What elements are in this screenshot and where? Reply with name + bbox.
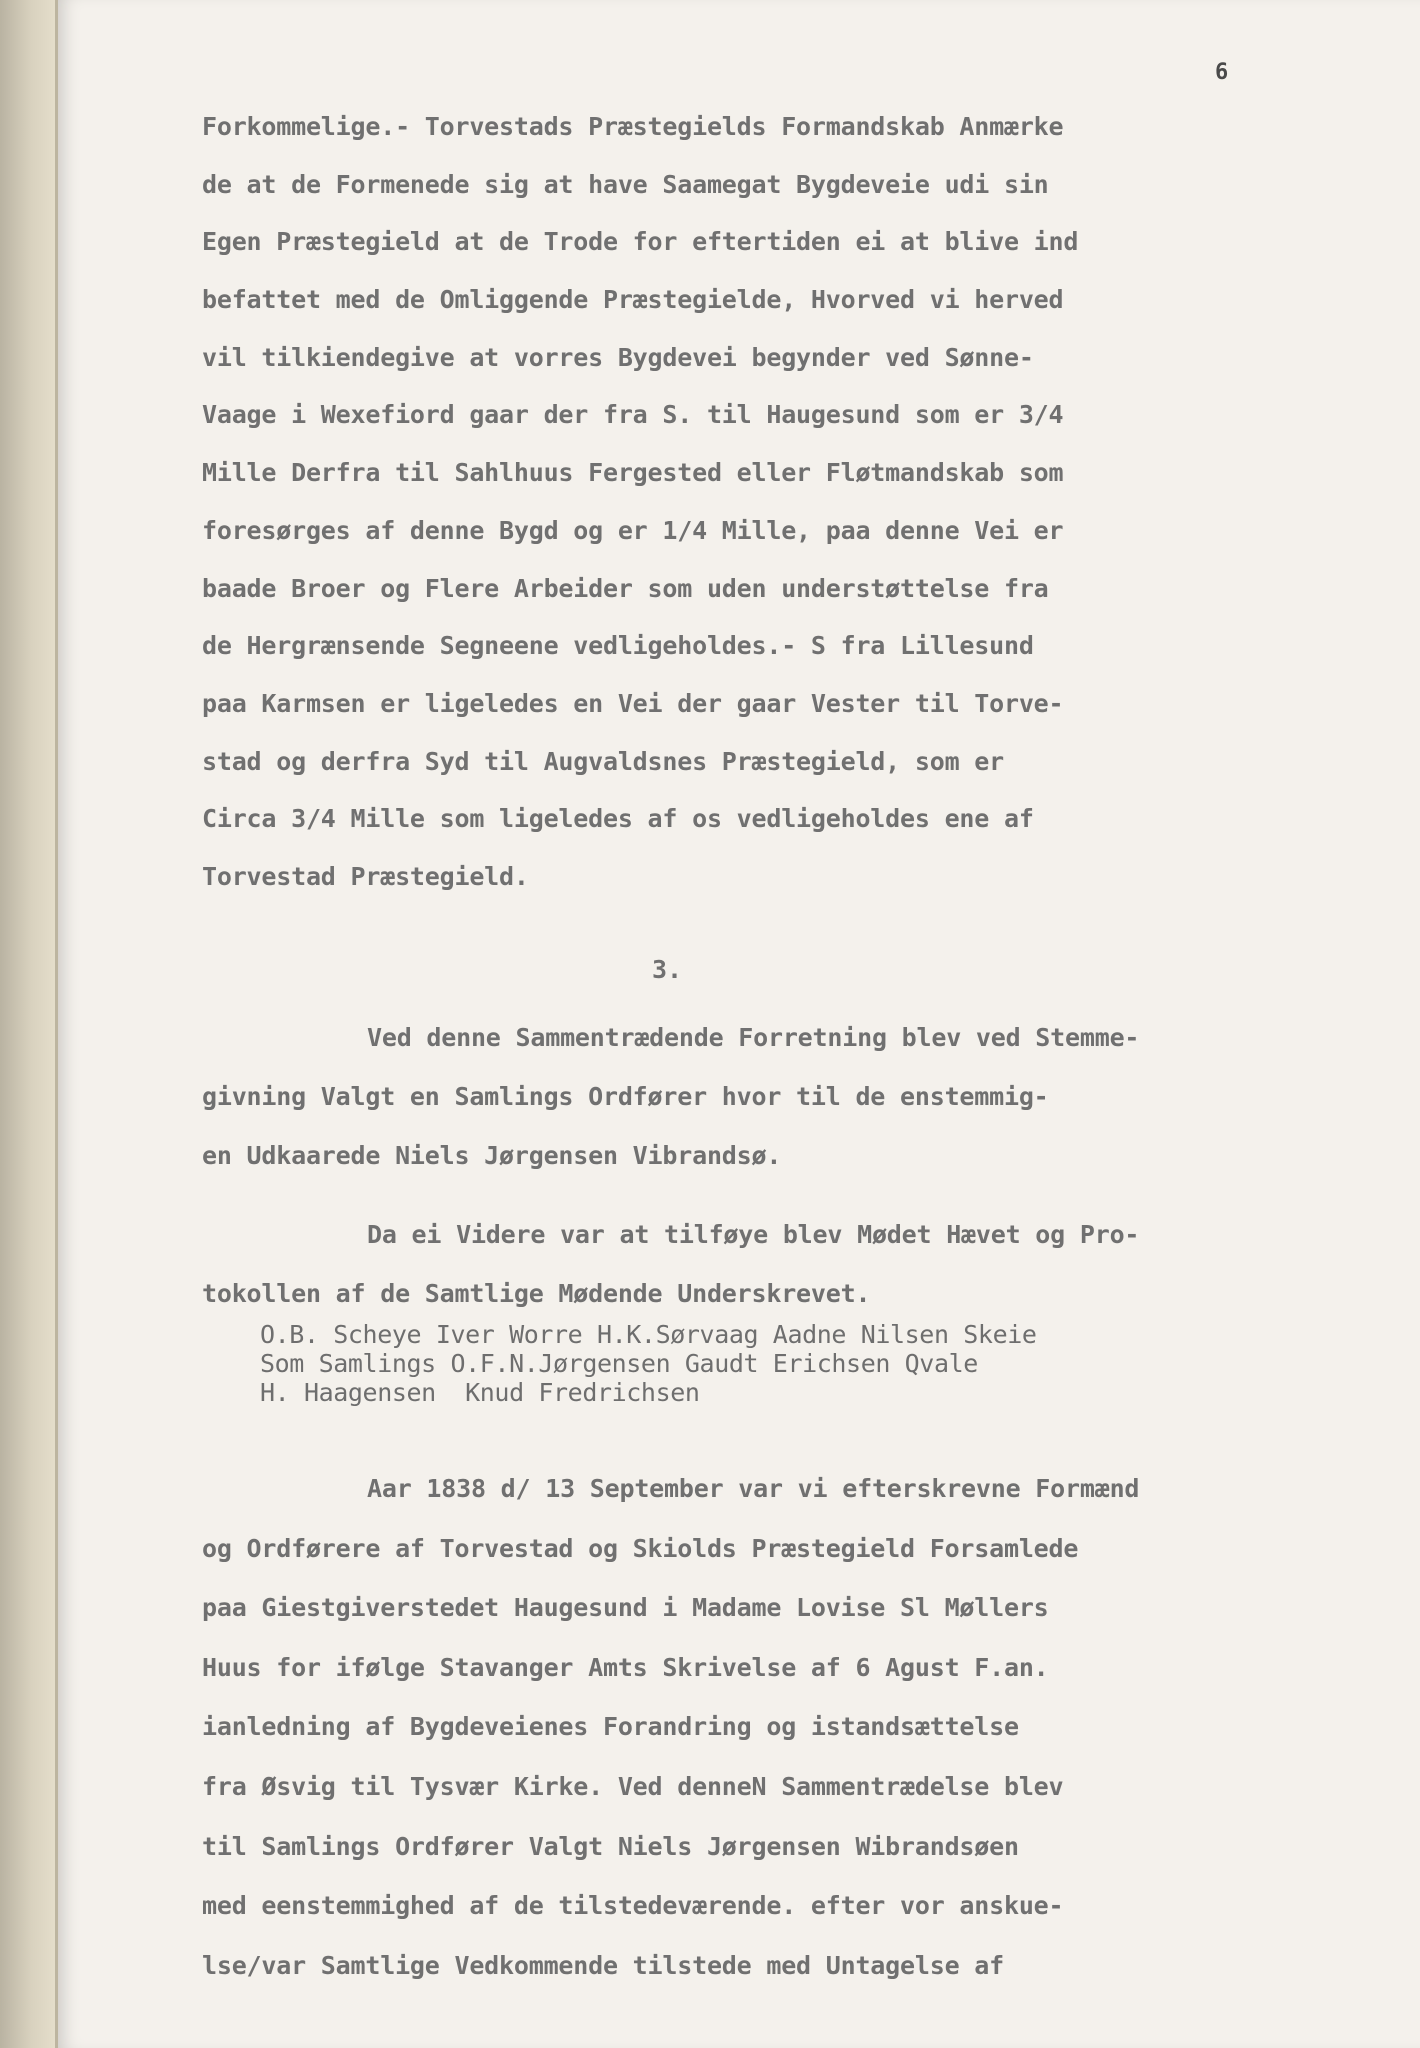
text-line: paa Giestgiverstedet Haugesund i Madame Lovise Sl Møllers bbox=[202, 1593, 1049, 1623]
text-line: Circa 3/4 Mille som ligeledes af os vedligeholdes ene af bbox=[202, 804, 1034, 834]
text-line: fra Øsvig til Tysvær Kirke. Ved denneN Sammentrædelse blev bbox=[202, 1771, 1064, 1801]
text-line: foresørges af denne Bygd og er 1/4 Mille, paa denne Vei er bbox=[202, 515, 1064, 545]
text-line: stad og derfra Syd til Augvaldsnes Præstegield, som er bbox=[202, 746, 1004, 776]
paragraph-1 bbox=[202, 98, 1332, 906]
text-line: tokollen af de Samtlige Mødende Underskrevet. bbox=[202, 1279, 871, 1308]
text-line: Da ei Videre var at tilføye blev Mødet Hævet og Pro- bbox=[367, 1220, 1140, 1249]
binding-strip bbox=[0, 0, 58, 2048]
signature-line: Som Samlings O.F.N.Jørgensen Gaudt Erichsen Qvale bbox=[260, 1349, 978, 1378]
signature-block bbox=[260, 1320, 1310, 1407]
text-line: lse/var Samtlige Vedkommende tilstede med Untagelse af bbox=[202, 1950, 1004, 1980]
paragraph-2 bbox=[202, 1008, 1332, 1185]
signature-line: O.B. Scheye Iver Worre H.K.Sørvaag Aadne Nilsen Skeie bbox=[260, 1320, 1037, 1349]
text-line: vil tilkiendegive at vorres Bygdevei begynder ved Sønne- bbox=[202, 342, 1034, 372]
text-line: Aar 1838 d/ 13 September var vi efterskrevne Formænd bbox=[367, 1474, 1140, 1503]
text-line: Ved denne Sammentrædende Forretning blev ved Stemme- bbox=[367, 1023, 1140, 1052]
text-line: befattet med de Omliggende Præstegielde, Hvorved vi herved bbox=[202, 285, 1064, 315]
text-line: Egen Præstegield at de Trode for eftertiden ei at blive ind bbox=[202, 227, 1079, 257]
text-line: Vaage i Wexefiord gaar der fra S. til Haugesund som er 3/4 bbox=[202, 400, 1064, 430]
signature-line: H. Haagensen Knud Fredrichsen bbox=[260, 1378, 700, 1407]
section-number: 3. bbox=[652, 955, 683, 984]
text-line: Mille Derfra til Sahlhuus Fergested eller Fløtmandskab som bbox=[202, 458, 1064, 488]
page-number: 6 bbox=[1215, 60, 1229, 85]
text-line: Torvestad Præstegield. bbox=[202, 861, 529, 891]
text-line: de at de Formenede sig at have Saamegat Bygdeveie udi sin bbox=[202, 169, 1049, 199]
text-line: ianledning af Bygdeveienes Forandring og istandsættelse bbox=[202, 1712, 1019, 1742]
text-line: en Udkaarede Niels Jørgensen Vibrandsø. bbox=[202, 1141, 782, 1170]
text-line: givning Valgt en Samlings Ordfører hvor til de enstemmig- bbox=[202, 1082, 1049, 1111]
text-line: de Hergrænsende Segneene vedligeholdes.- S fra Lillesund bbox=[202, 631, 1034, 661]
paragraph-3 bbox=[202, 1205, 1332, 1323]
text-line: Huus for ifølge Stavanger Amts Skrivelse af 6 Agust F.an. bbox=[202, 1652, 1049, 1682]
text-line: paa Karmsen er ligeledes en Vei der gaar Vester til Torve- bbox=[202, 688, 1064, 718]
text-line: Forkommelige.- Torvestads Præstegields Formandskab Anmærke bbox=[202, 112, 1064, 141]
text-line: med eenstemmighed af de tilstedeværende. efter vor anskue- bbox=[202, 1891, 1064, 1921]
paragraph-4 bbox=[202, 1459, 1332, 1995]
text-line: til Samlings Ordfører Valgt Niels Jørgensen Wibrandsøen bbox=[202, 1831, 1019, 1861]
text-line: baade Broer og Flere Arbeider som uden understøttelse fra bbox=[202, 573, 1049, 603]
text-line: og Ordførere af Torvestad og Skiolds Præstegield Forsamlede bbox=[202, 1533, 1079, 1563]
